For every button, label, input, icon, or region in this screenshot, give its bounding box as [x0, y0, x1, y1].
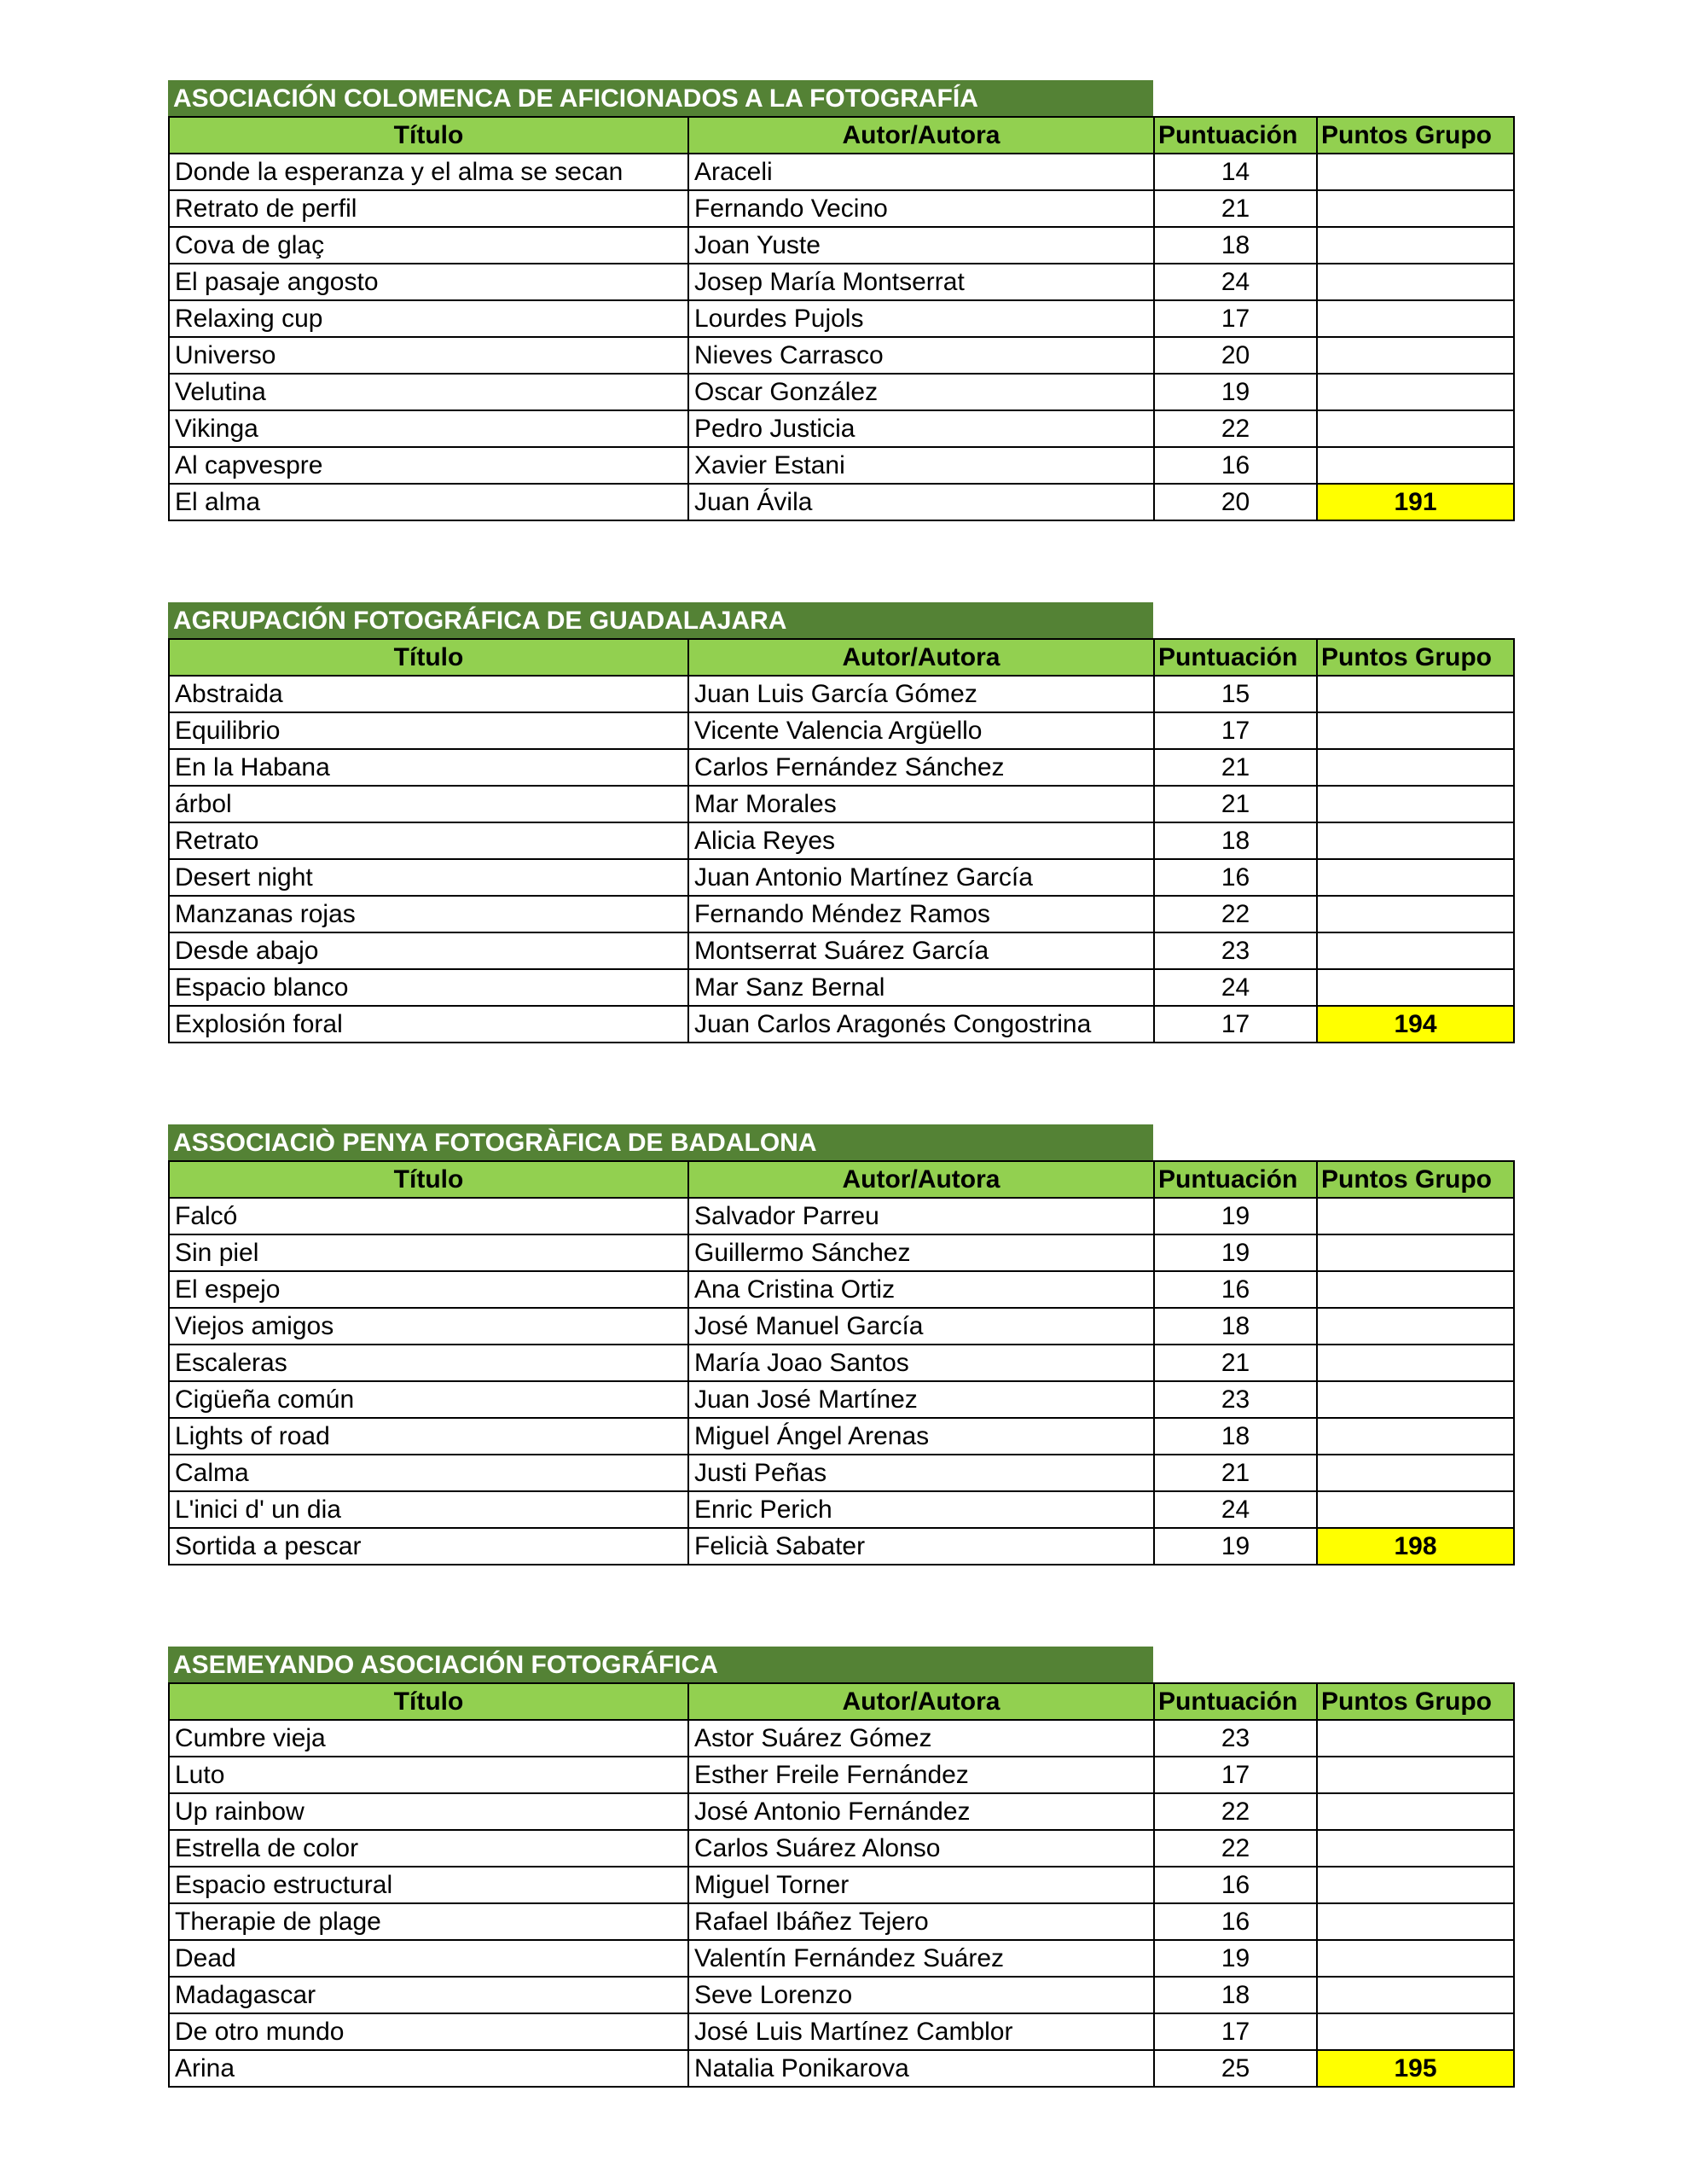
- column-header-title: Título: [169, 639, 688, 676]
- results-table: [168, 1160, 1515, 1565]
- score-cell: 15: [1154, 676, 1317, 712]
- group-points-cell: [1317, 1977, 1514, 2013]
- table-row: [169, 1491, 1514, 1528]
- score-cell: 19: [1154, 1940, 1317, 1977]
- group-total-cell: 198: [1317, 1528, 1514, 1565]
- author-cell: Juan Luis García Gómez: [688, 676, 1154, 712]
- author-cell: Esther Freile Fernández: [688, 1757, 1154, 1793]
- column-header-author: Autor/Autora: [688, 1161, 1154, 1198]
- table-row: [169, 932, 1514, 969]
- score-cell: 17: [1154, 300, 1317, 337]
- group-points-cell: [1317, 1455, 1514, 1491]
- photo-title-cell: El espejo: [169, 1271, 688, 1308]
- table-row: [169, 300, 1514, 337]
- table-row: [169, 1528, 1514, 1565]
- table-row: [169, 1757, 1514, 1793]
- photo-title-cell: Retrato: [169, 822, 688, 859]
- group-points-cell: [1317, 712, 1514, 749]
- column-header-group-points: Puntos Grupo: [1317, 1683, 1514, 1720]
- group-points-cell: [1317, 676, 1514, 712]
- group-points-cell: [1317, 1308, 1514, 1345]
- score-cell: 16: [1154, 447, 1317, 484]
- table-row: [169, 1418, 1514, 1455]
- author-cell: Juan Carlos Aragonés Congostrina: [688, 1006, 1154, 1043]
- photo-title-cell: Manzanas rojas: [169, 896, 688, 932]
- table-row: [169, 749, 1514, 786]
- table-row: [169, 447, 1514, 484]
- table-row: [169, 190, 1514, 227]
- author-cell: Lourdes Pujols: [688, 300, 1154, 337]
- photo-title-cell: Universo: [169, 337, 688, 374]
- table-row: [169, 1006, 1514, 1043]
- group-points-cell: [1317, 1271, 1514, 1308]
- photo-title-cell: Donde la esperanza y el alma se secan: [169, 154, 688, 190]
- score-cell: 16: [1154, 1867, 1317, 1903]
- table-row: [169, 896, 1514, 932]
- group-title: ASOCIACIÓN COLOMENCA DE AFICIONADOS A LA FOTOGRAFÍA: [168, 80, 1153, 116]
- author-cell: Natalia Ponikarova: [688, 2050, 1154, 2087]
- table-row: [169, 1793, 1514, 1830]
- photo-title-cell: Retrato de perfil: [169, 190, 688, 227]
- group-points-cell: [1317, 1234, 1514, 1271]
- table-row: [169, 2013, 1514, 2050]
- score-cell: 18: [1154, 1977, 1317, 2013]
- score-cell: 24: [1154, 969, 1317, 1006]
- author-cell: Ana Cristina Ortiz: [688, 1271, 1154, 1308]
- score-cell: 21: [1154, 786, 1317, 822]
- group-points-cell: [1317, 1198, 1514, 1234]
- table-row: [169, 1234, 1514, 1271]
- column-header-group-points: Puntos Grupo: [1317, 639, 1514, 676]
- group-points-cell: [1317, 300, 1514, 337]
- score-cell: 18: [1154, 227, 1317, 264]
- header-row: [169, 117, 1514, 154]
- author-cell: Seve Lorenzo: [688, 1977, 1154, 2013]
- author-cell: Juan José Martínez: [688, 1381, 1154, 1418]
- group-points-cell: [1317, 822, 1514, 859]
- header-row: [169, 639, 1514, 676]
- score-cell: 22: [1154, 1793, 1317, 1830]
- column-header-title: Título: [169, 1683, 688, 1720]
- score-cell: 23: [1154, 1381, 1317, 1418]
- group-points-cell: [1317, 896, 1514, 932]
- author-cell: José Antonio Fernández: [688, 1793, 1154, 1830]
- photo-title-cell: Explosión foral: [169, 1006, 688, 1043]
- group-points-cell: [1317, 1381, 1514, 1418]
- author-cell: Enric Perich: [688, 1491, 1154, 1528]
- score-cell: 23: [1154, 1720, 1317, 1757]
- score-cell: 20: [1154, 484, 1317, 520]
- author-cell: Mar Sanz Bernal: [688, 969, 1154, 1006]
- table-row: [169, 1720, 1514, 1757]
- author-cell: Felicià Sabater: [688, 1528, 1154, 1565]
- photo-title-cell: Dead: [169, 1940, 688, 1977]
- group-title: ASEMEYANDO ASOCIACIÓN FOTOGRÁFICA: [168, 1647, 1153, 1682]
- author-cell: Rafael Ibáñez Tejero: [688, 1903, 1154, 1940]
- author-cell: Valentín Fernández Suárez: [688, 1940, 1154, 1977]
- group-points-cell: [1317, 410, 1514, 447]
- column-header-title: Título: [169, 1161, 688, 1198]
- table-row: [169, 1308, 1514, 1345]
- group-section: [168, 602, 1513, 1043]
- score-cell: 19: [1154, 1528, 1317, 1565]
- score-cell: 20: [1154, 337, 1317, 374]
- table-row: [169, 227, 1514, 264]
- photo-title-cell: Falcó: [169, 1198, 688, 1234]
- photo-title-cell: El pasaje angosto: [169, 264, 688, 300]
- author-cell: Guillermo Sánchez: [688, 1234, 1154, 1271]
- score-cell: 16: [1154, 1903, 1317, 1940]
- author-cell: Miguel Torner: [688, 1867, 1154, 1903]
- group-points-cell: [1317, 1720, 1514, 1757]
- author-cell: Salvador Parreu: [688, 1198, 1154, 1234]
- table-row: [169, 1345, 1514, 1381]
- score-cell: 19: [1154, 1198, 1317, 1234]
- author-cell: Josep María Montserrat: [688, 264, 1154, 300]
- group-points-cell: [1317, 932, 1514, 969]
- author-cell: Astor Suárez Gómez: [688, 1720, 1154, 1757]
- author-cell: Carlos Suárez Alonso: [688, 1830, 1154, 1867]
- author-cell: María Joao Santos: [688, 1345, 1154, 1381]
- photo-title-cell: Lights of road: [169, 1418, 688, 1455]
- author-cell: Mar Morales: [688, 786, 1154, 822]
- group-points-cell: [1317, 969, 1514, 1006]
- photo-title-cell: Espacio estructural: [169, 1867, 688, 1903]
- photo-title-cell: De otro mundo: [169, 2013, 688, 2050]
- table-row: [169, 1867, 1514, 1903]
- author-cell: Pedro Justicia: [688, 410, 1154, 447]
- table-row: [169, 374, 1514, 410]
- photo-title-cell: Cova de glaç: [169, 227, 688, 264]
- author-cell: Miguel Ángel Arenas: [688, 1418, 1154, 1455]
- score-cell: 23: [1154, 932, 1317, 969]
- photo-title-cell: Cumbre vieja: [169, 1720, 688, 1757]
- group-points-cell: [1317, 227, 1514, 264]
- photo-title-cell: Escaleras: [169, 1345, 688, 1381]
- group-points-cell: [1317, 154, 1514, 190]
- table-row: [169, 786, 1514, 822]
- score-cell: 14: [1154, 154, 1317, 190]
- group-total-cell: 191: [1317, 484, 1514, 520]
- author-cell: Fernando Méndez Ramos: [688, 896, 1154, 932]
- table-row: [169, 1381, 1514, 1418]
- group-points-cell: [1317, 374, 1514, 410]
- score-cell: 25: [1154, 2050, 1317, 2087]
- table-row: [169, 1198, 1514, 1234]
- photo-title-cell: Madagascar: [169, 1977, 688, 2013]
- group-points-cell: [1317, 1940, 1514, 1977]
- photo-title-cell: Calma: [169, 1455, 688, 1491]
- photo-title-cell: Desert night: [169, 859, 688, 896]
- group-points-cell: [1317, 1903, 1514, 1940]
- results-table: [168, 116, 1515, 521]
- author-cell: Fernando Vecino: [688, 190, 1154, 227]
- group-title: ASSOCIACIÒ PENYA FOTOGRÀFICA DE BADALONA: [168, 1124, 1153, 1160]
- column-header-author: Autor/Autora: [688, 117, 1154, 154]
- score-cell: 22: [1154, 1830, 1317, 1867]
- score-cell: 21: [1154, 1345, 1317, 1381]
- column-header-score: Puntuación: [1154, 117, 1317, 154]
- score-cell: 22: [1154, 410, 1317, 447]
- group-total-cell: 194: [1317, 1006, 1514, 1043]
- table-row: [169, 154, 1514, 190]
- table-row: [169, 264, 1514, 300]
- photo-title-cell: Espacio blanco: [169, 969, 688, 1006]
- table-row: [169, 1940, 1514, 1977]
- results-table: [168, 638, 1515, 1043]
- author-cell: Joan Yuste: [688, 227, 1154, 264]
- score-cell: 24: [1154, 264, 1317, 300]
- photo-title-cell: Abstraida: [169, 676, 688, 712]
- group-total-cell: 195: [1317, 2050, 1514, 2087]
- group-points-cell: [1317, 859, 1514, 896]
- column-header-group-points: Puntos Grupo: [1317, 1161, 1514, 1198]
- author-cell: José Luis Martínez Camblor: [688, 2013, 1154, 2050]
- photo-title-cell: En la Habana: [169, 749, 688, 786]
- score-cell: 21: [1154, 1455, 1317, 1491]
- photo-title-cell: Relaxing cup: [169, 300, 688, 337]
- photo-title-cell: El alma: [169, 484, 688, 520]
- header-row: [169, 1683, 1514, 1720]
- group-points-cell: [1317, 786, 1514, 822]
- author-cell: Oscar González: [688, 374, 1154, 410]
- group-title: AGRUPACIÓN FOTOGRÁFICA DE GUADALAJARA: [168, 602, 1153, 638]
- photo-title-cell: Al capvespre: [169, 447, 688, 484]
- photo-title-cell: Equilibrio: [169, 712, 688, 749]
- group-points-cell: [1317, 749, 1514, 786]
- score-cell: 19: [1154, 374, 1317, 410]
- score-cell: 22: [1154, 896, 1317, 932]
- photo-title-cell: Sortida a pescar: [169, 1528, 688, 1565]
- photo-title-cell: Up rainbow: [169, 1793, 688, 1830]
- group-points-cell: [1317, 264, 1514, 300]
- table-row: [169, 337, 1514, 374]
- photo-title-cell: Arina: [169, 2050, 688, 2087]
- column-header-title: Título: [169, 117, 688, 154]
- author-cell: Nieves Carrasco: [688, 337, 1154, 374]
- results-table: [168, 1682, 1515, 2088]
- table-row: [169, 484, 1514, 520]
- score-cell: 17: [1154, 1006, 1317, 1043]
- photo-title-cell: Velutina: [169, 374, 688, 410]
- header-row: [169, 1161, 1514, 1198]
- score-cell: 18: [1154, 1308, 1317, 1345]
- author-cell: Xavier Estani: [688, 447, 1154, 484]
- table-row: [169, 712, 1514, 749]
- column-header-score: Puntuación: [1154, 639, 1317, 676]
- score-cell: 16: [1154, 1271, 1317, 1308]
- column-header-score: Puntuación: [1154, 1683, 1317, 1720]
- group-points-cell: [1317, 1491, 1514, 1528]
- score-cell: 21: [1154, 190, 1317, 227]
- author-cell: Alicia Reyes: [688, 822, 1154, 859]
- table-row: [169, 1271, 1514, 1308]
- group-section: [168, 1124, 1513, 1565]
- photo-title-cell: Sin piel: [169, 1234, 688, 1271]
- photo-title-cell: Therapie de plage: [169, 1903, 688, 1940]
- score-cell: 24: [1154, 1491, 1317, 1528]
- photo-title-cell: Desde abajo: [169, 932, 688, 969]
- table-row: [169, 859, 1514, 896]
- group-points-cell: [1317, 190, 1514, 227]
- author-cell: Vicente Valencia Argüello: [688, 712, 1154, 749]
- group-points-cell: [1317, 1345, 1514, 1381]
- score-cell: 17: [1154, 712, 1317, 749]
- photo-title-cell: Vikinga: [169, 410, 688, 447]
- group-points-cell: [1317, 447, 1514, 484]
- photo-title-cell: Luto: [169, 1757, 688, 1793]
- table-row: [169, 1977, 1514, 2013]
- photo-title-cell: Viejos amigos: [169, 1308, 688, 1345]
- column-header-group-points: Puntos Grupo: [1317, 117, 1514, 154]
- author-cell: Araceli: [688, 154, 1154, 190]
- table-row: [169, 676, 1514, 712]
- column-header-score: Puntuación: [1154, 1161, 1317, 1198]
- group-section: [168, 80, 1513, 521]
- table-row: [169, 1455, 1514, 1491]
- author-cell: Carlos Fernández Sánchez: [688, 749, 1154, 786]
- score-cell: 16: [1154, 859, 1317, 896]
- column-header-author: Autor/Autora: [688, 639, 1154, 676]
- table-row: [169, 1830, 1514, 1867]
- author-cell: Juan Ávila: [688, 484, 1154, 520]
- author-cell: Montserrat Suárez García: [688, 932, 1154, 969]
- score-cell: 21: [1154, 749, 1317, 786]
- photo-title-cell: Cigüeña común: [169, 1381, 688, 1418]
- group-points-cell: [1317, 1830, 1514, 1867]
- group-points-cell: [1317, 2013, 1514, 2050]
- author-cell: Justi Peñas: [688, 1455, 1154, 1491]
- group-points-cell: [1317, 1867, 1514, 1903]
- score-cell: 17: [1154, 1757, 1317, 1793]
- group-points-cell: [1317, 1418, 1514, 1455]
- table-row: [169, 1903, 1514, 1940]
- group-points-cell: [1317, 337, 1514, 374]
- group-points-cell: [1317, 1793, 1514, 1830]
- table-row: [169, 2050, 1514, 2087]
- author-cell: Juan Antonio Martínez García: [688, 859, 1154, 896]
- score-cell: 19: [1154, 1234, 1317, 1271]
- photo-title-cell: árbol: [169, 786, 688, 822]
- table-row: [169, 969, 1514, 1006]
- group-points-cell: [1317, 1757, 1514, 1793]
- score-cell: 17: [1154, 2013, 1317, 2050]
- table-row: [169, 822, 1514, 859]
- author-cell: José Manuel García: [688, 1308, 1154, 1345]
- table-row: [169, 410, 1514, 447]
- photo-title-cell: Estrella de color: [169, 1830, 688, 1867]
- photo-title-cell: L'inici d' un dia: [169, 1491, 688, 1528]
- group-section: [168, 1647, 1513, 2088]
- column-header-author: Autor/Autora: [688, 1683, 1154, 1720]
- score-cell: 18: [1154, 822, 1317, 859]
- score-cell: 18: [1154, 1418, 1317, 1455]
